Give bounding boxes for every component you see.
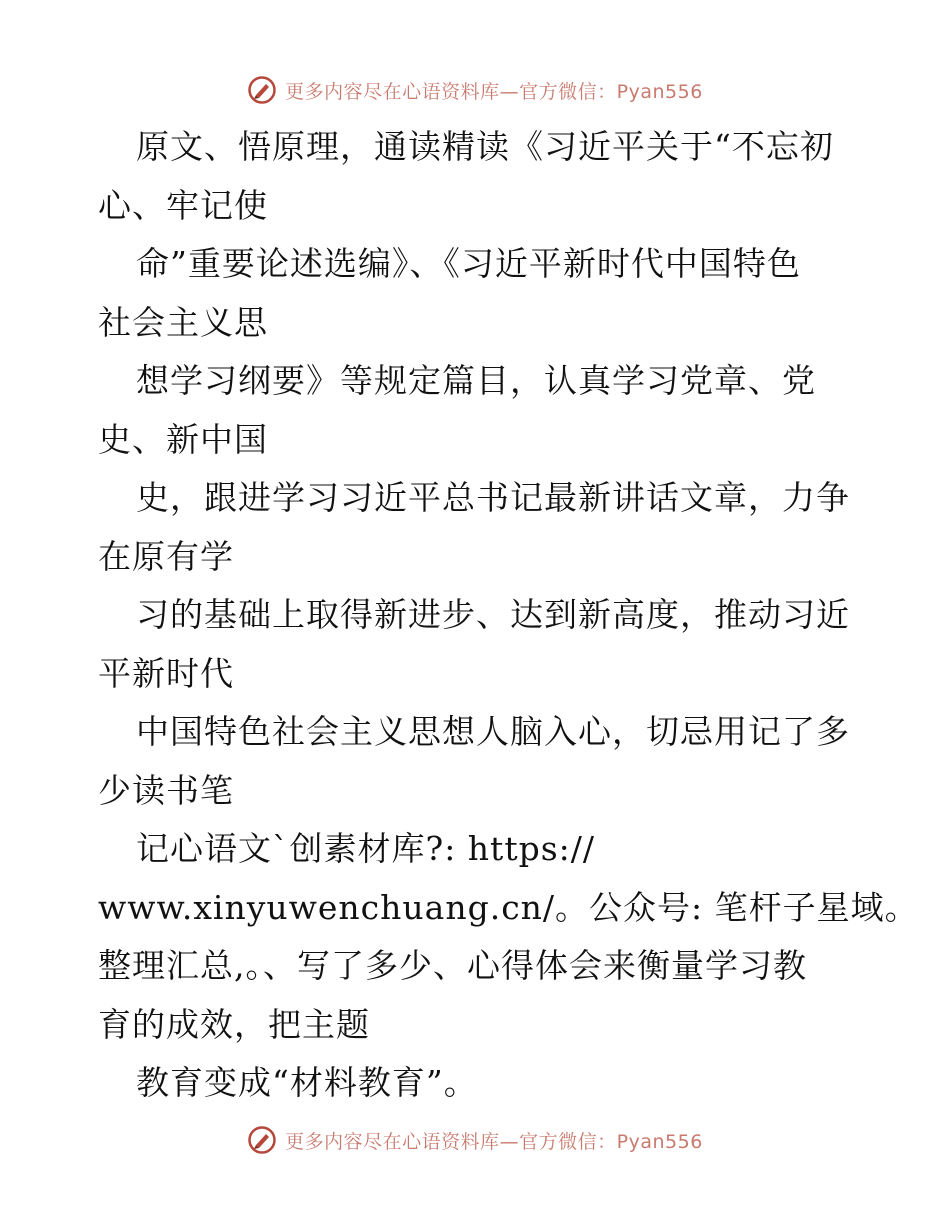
body-line: 育的成效，把主题	[98, 1004, 370, 1044]
body-line: www.xinyuwenchuang.cn/。公众号: 笔杆子星域。	[98, 887, 919, 927]
body-line: 原文、悟原理，通读精读《习近平关于“不忘初	[136, 127, 834, 166]
pen-circle-logo-icon	[247, 1125, 277, 1155]
body-line: 心、牢记使	[98, 185, 268, 225]
header-banner	[0, 72, 950, 108]
body-line: 平新时代	[98, 653, 234, 693]
header-banner-text: 更多内容尽在心语资料库—官方微信：Pyan556	[285, 80, 703, 103]
footer-banner	[0, 1122, 950, 1158]
body-line: 社会主义思	[98, 302, 268, 342]
body-line: 史、新中国	[98, 419, 268, 459]
body-line: 少读书笔	[98, 770, 234, 810]
body-line: 记心语文`创素材库?: https://	[136, 829, 595, 868]
body-line: 在原有学	[98, 536, 234, 576]
body-line: 习的基础上取得新进步、达到新高度，推动习近	[136, 595, 850, 634]
body-line: 命”重要论述选编》、《习近平新时代中国特色	[136, 244, 801, 283]
footer-banner-text: 更多内容尽在心语资料库—官方微信：Pyan556	[285, 1130, 703, 1153]
body-line: 中国特色社会主义思想人脑入心，切忌用记了多	[136, 712, 850, 751]
body-line: 整理汇总,。、写了多少、心得体会来衡量学习教	[98, 946, 807, 985]
pen-circle-logo-icon	[247, 75, 277, 105]
body-line: 想学习纲要》等规定篇目，认真学习党章、党	[136, 361, 816, 400]
document-body	[98, 118, 919, 1113]
body-line: 史，跟进学习习近平总书记最新讲话文章，力争	[136, 478, 850, 517]
body-line: 教育变成“材料教育”。	[136, 1063, 478, 1102]
